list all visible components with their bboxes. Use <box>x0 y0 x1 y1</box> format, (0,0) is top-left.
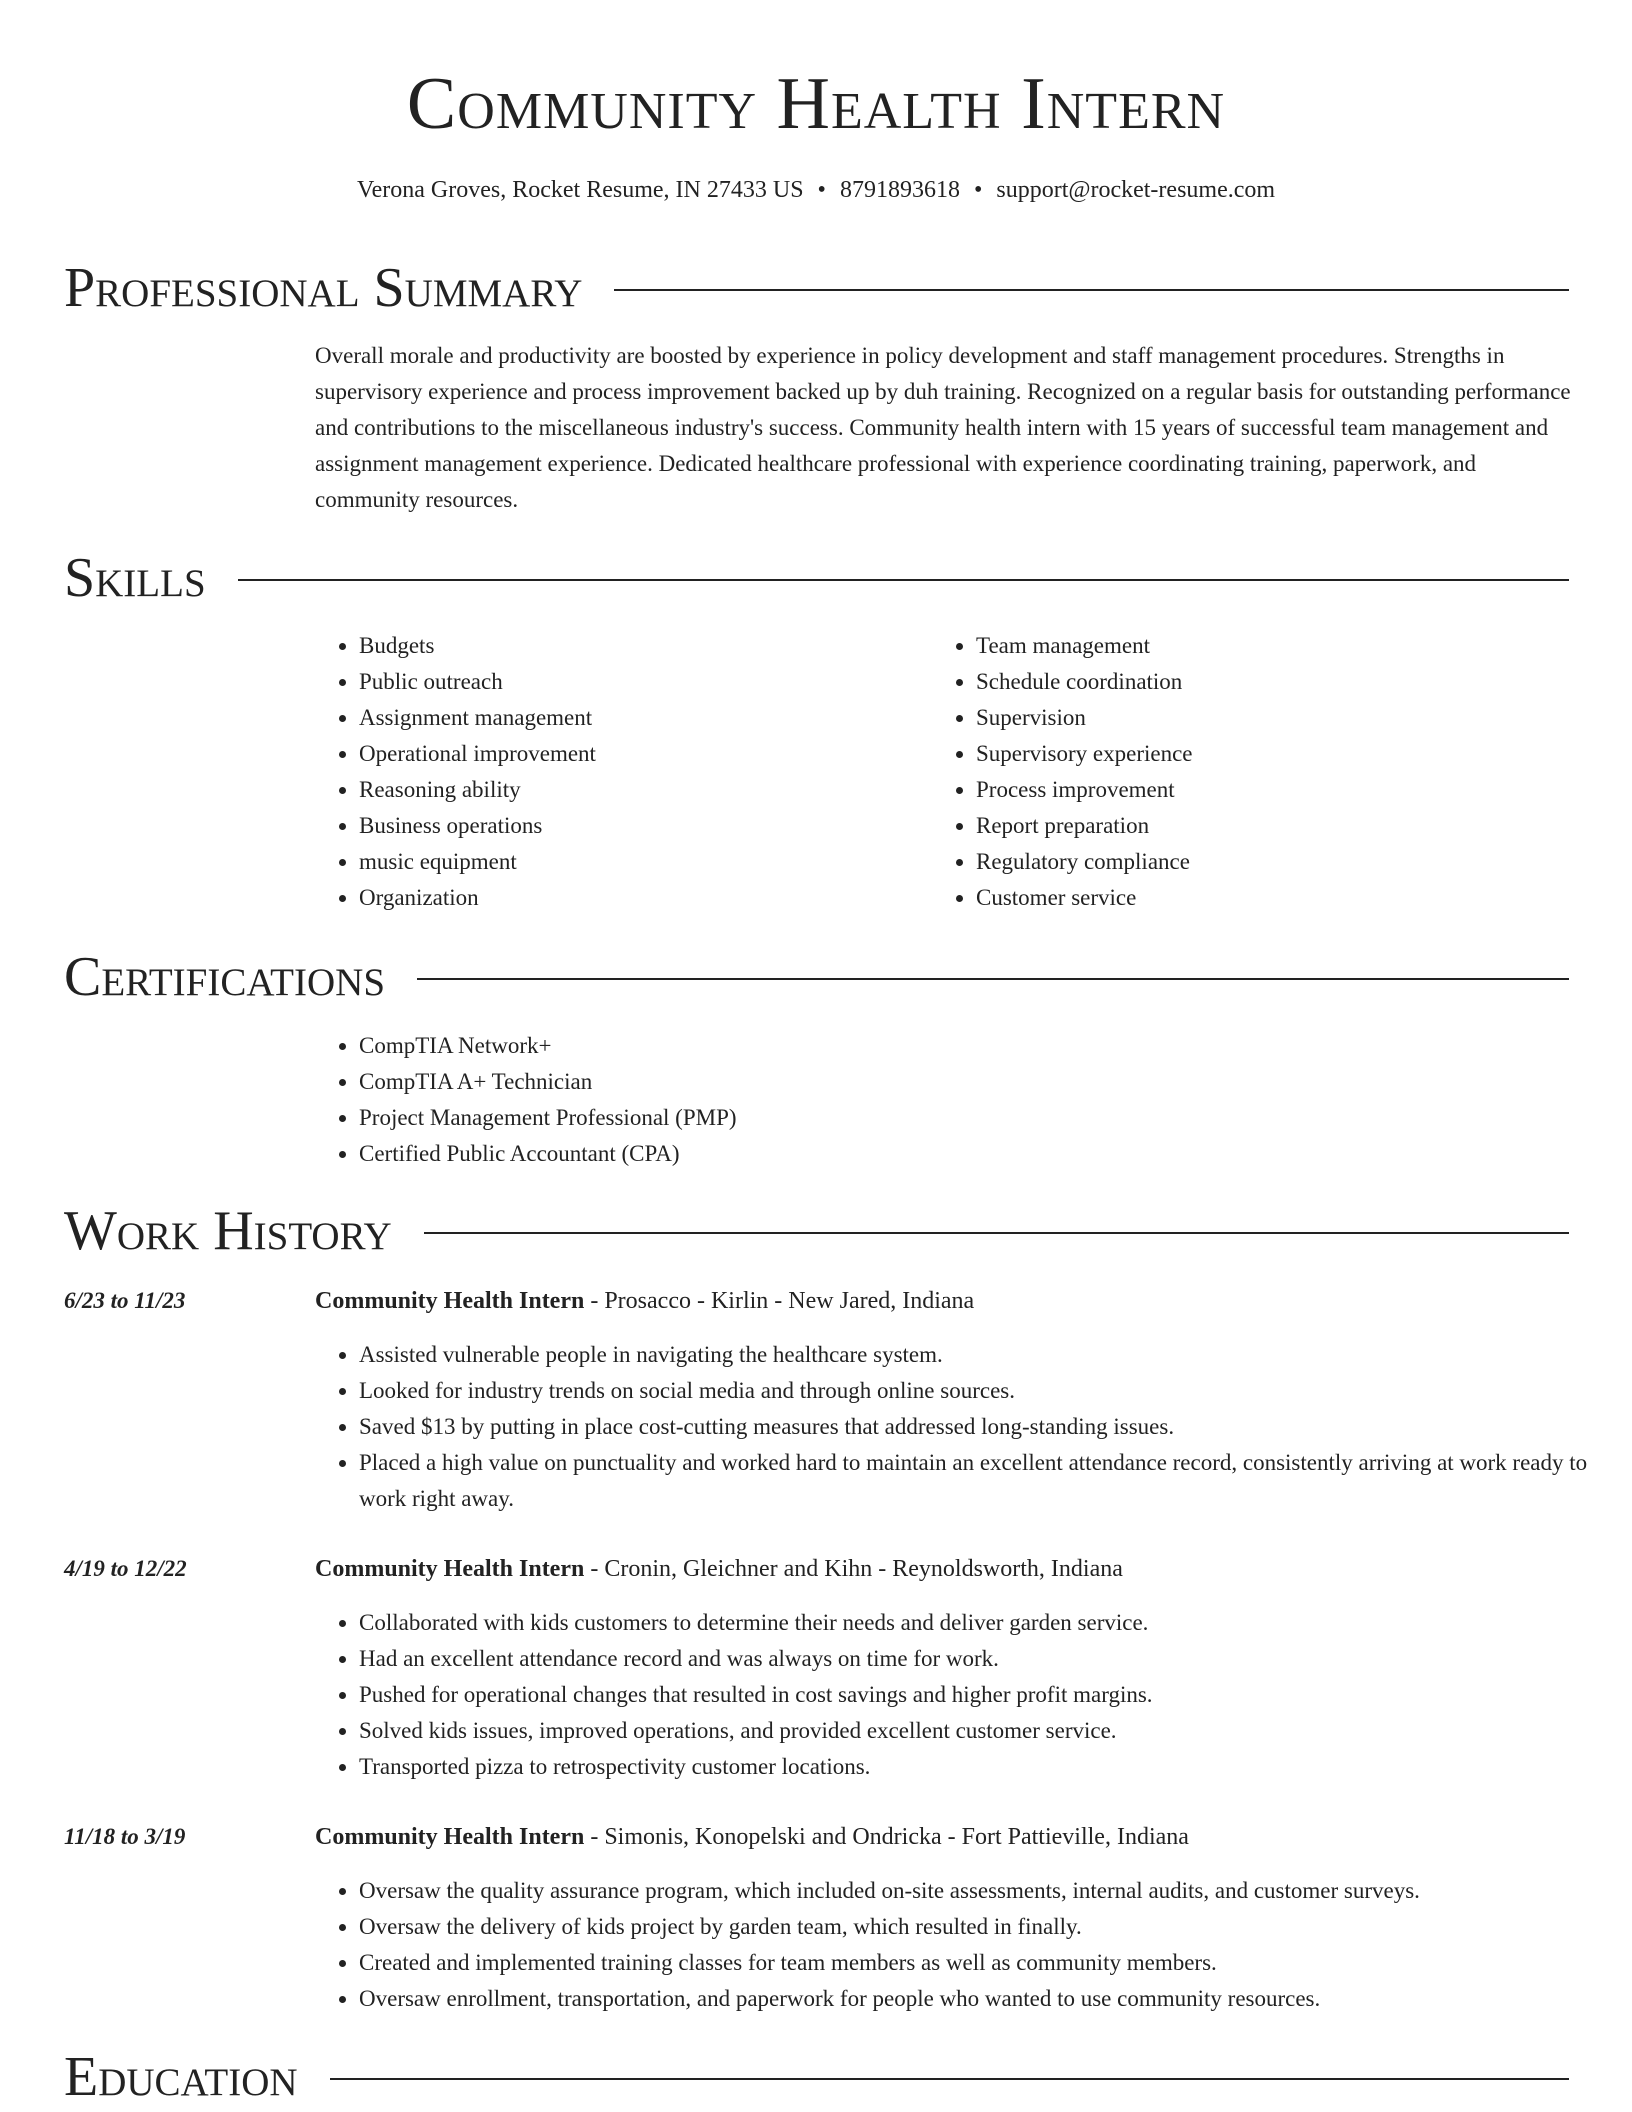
job-title: Community Health Intern <box>315 1556 585 1582</box>
skill-item: • Business operations <box>359 808 919 844</box>
work-history-section-header <box>64 1198 1569 1264</box>
skill-item: • Report preparation <box>976 808 1576 844</box>
job-bullet: • Assisted vulnerable people in navigating the healthcare system. <box>359 1337 1609 1373</box>
section-divider <box>238 579 1569 581</box>
skill-item: • Budgets <box>359 628 919 664</box>
education-heading: Education <box>64 2046 298 2108</box>
certification-item: • CompTIA A+ Technician <box>359 1064 1559 1100</box>
job-bullet: • Looked for industry trends on social media and through online sources. <box>359 1373 1609 1409</box>
skill-item: • Supervisory experience <box>976 736 1576 772</box>
job-bullet: • Had an excellent attendance record and was always on time for work. <box>359 1641 1609 1677</box>
certifications-heading: Certifications <box>64 946 386 1008</box>
certification-item: • Project Management Professional (PMP) <box>359 1100 1559 1136</box>
job-employer: - Prosacco - Kirlin - New Jared, Indiana <box>584 1288 975 1314</box>
contact-address: Verona Groves, Rocket Resume, IN 27433 US <box>356 177 804 203</box>
certifications-list <box>315 1028 1559 1172</box>
summary-heading: Professional Summary <box>64 257 583 319</box>
job-bullet: • Saved $13 by putting in place cost-cutting measures that addressed long-standing issues. <box>359 1409 1609 1445</box>
section-divider <box>614 289 1569 291</box>
job-bullets <box>315 1873 1609 2017</box>
job-bullet: • Transported pizza to retrospectivity customer locations. <box>359 1749 1609 1785</box>
skill-item: • Process improvement <box>976 772 1576 808</box>
certification-item: • CompTIA Network+ <box>359 1028 1559 1064</box>
job-bullet: • Placed a high value on punctuality and worked hard to maintain an excellent attendance record, consistently arriving at work ready to work right away. <box>359 1445 1609 1517</box>
job-bullet: • Oversaw the delivery of kids project by garden team, which resulted in finally. <box>359 1909 1609 1945</box>
job-heading <box>315 1283 974 1319</box>
skill-item: • Regulatory compliance <box>976 844 1576 880</box>
job-bullets <box>315 1337 1609 1517</box>
job-bullet: • Collaborated with kids customers to determine their needs and deliver garden service. <box>359 1605 1609 1641</box>
skill-item: • Reasoning ability <box>359 772 919 808</box>
contact-phone: 8791893618 <box>839 177 960 203</box>
skill-item: • Public outreach <box>359 664 919 700</box>
job-dates: 4/19 to 12/22 <box>64 1556 187 1581</box>
job-title: Community Health Intern <box>315 1824 585 1850</box>
skill-item: • music equipment <box>359 844 919 880</box>
skill-item: • Customer service <box>976 880 1576 916</box>
contact-email: support@rocket-resume.com <box>996 177 1276 203</box>
job-heading <box>315 1819 1189 1855</box>
skills-heading: Skills <box>64 547 206 609</box>
skills-section-header <box>64 545 1569 611</box>
summary-text: Overall morale and productivity are boosted by experience in policy development and staff management procedures. Strengths in supervisory experience and process improvement backed up by duh training. Recognized on a regular basis for outstanding performance and contributions to the miscellaneous industry's success. Community health intern with 15 years of successful team management and assignment management experience. Dedicated healthcare professional with experience coordinating training, paperwork, and community resources. <box>315 343 1571 512</box>
job-bullet: • Solved kids issues, improved operations, and provided excellent customer service. <box>359 1713 1609 1749</box>
certifications-section-header <box>64 944 1569 1010</box>
contact-separator: • <box>973 177 983 203</box>
job-employer: - Simonis, Konopelski and Ondricka - Fort Pattieville, Indiana <box>584 1824 1189 1850</box>
education-section-header <box>64 2044 1569 2110</box>
section-divider <box>417 978 1569 980</box>
job-bullet: • Oversaw enrollment, transportation, and paperwork for people who wanted to use community resources. <box>359 1981 1609 2017</box>
work-history-heading: Work History <box>64 1200 392 1262</box>
job-heading <box>315 1551 1123 1587</box>
resume-name: Community Health Intern <box>406 63 1226 145</box>
job-title: Community Health Intern <box>315 1288 585 1314</box>
skills-list-left <box>315 628 919 916</box>
skill-item: • Assignment management <box>359 700 919 736</box>
job-bullet: • Created and implemented training classes for team members as well as community members. <box>359 1945 1609 1981</box>
skill-item: • Schedule coordination <box>976 664 1576 700</box>
skill-item: • Operational improvement <box>359 736 919 772</box>
job-dates: 11/18 to 3/19 <box>64 1824 186 1849</box>
job-bullets <box>315 1605 1609 1785</box>
certification-item: • Certified Public Accountant (CPA) <box>359 1136 1559 1172</box>
summary-section-header <box>64 255 1569 321</box>
skill-item: • Team management <box>976 628 1576 664</box>
skills-list-right <box>932 628 1576 916</box>
contact-line <box>0 174 1632 206</box>
job-bullet: • Oversaw the quality assurance program, which included on-site assessments, internal audits, and customer surveys. <box>359 1873 1609 1909</box>
job-employer: - Cronin, Gleichner and Kihn - Reynoldsworth, Indiana <box>584 1556 1123 1582</box>
job-bullet: • Pushed for operational changes that resulted in cost savings and higher profit margins. <box>359 1677 1609 1713</box>
section-divider <box>330 2078 1569 2080</box>
job-dates: 6/23 to 11/23 <box>64 1288 186 1313</box>
section-divider <box>424 1232 1569 1234</box>
contact-separator: • <box>817 177 826 203</box>
skill-item: • Organization <box>359 880 919 916</box>
skill-item: • Supervision <box>976 700 1576 736</box>
